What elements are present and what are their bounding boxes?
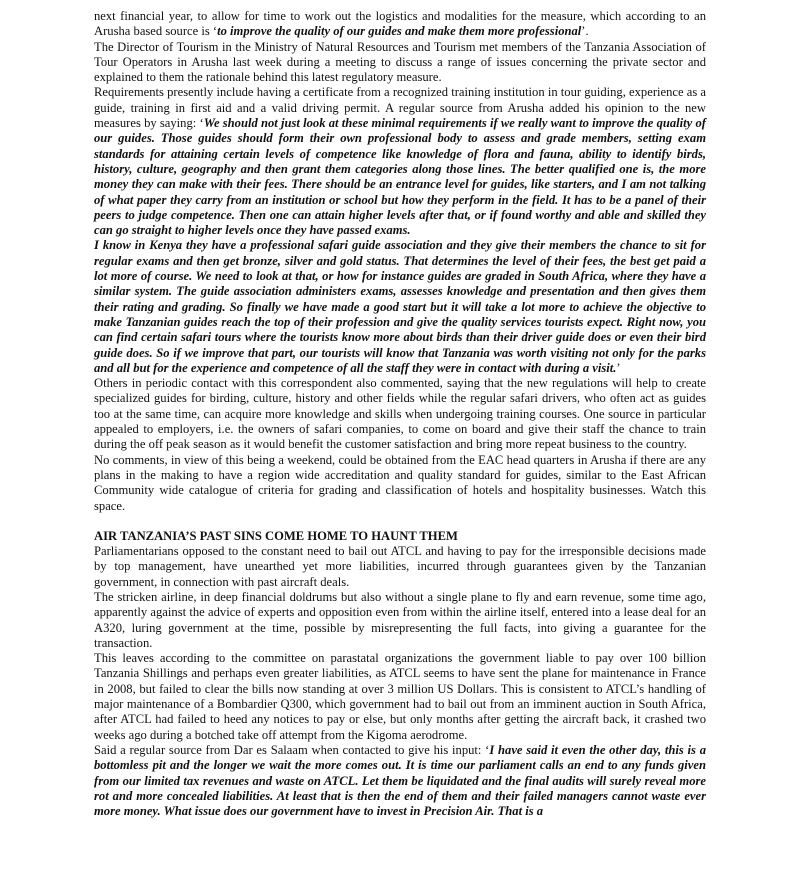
paragraph-stricken-airline: The stricken airline, in deep financial doldrums but also without a single plane to fly and earn revenue, some time ago, apparently against the advice of experts and opposition even from within the airline itself, entered into a lease deal for an A320, luring government at the time, possible by misrepresenting the full facts, into giving a guarantee for the transaction.	[94, 589, 706, 650]
article-heading: AIR TANZANIA’S PAST SINS COME HOME TO HAUNT THEM	[94, 528, 458, 543]
source-quote: I have said it even the other day, this is a bottomless pit and the longer we wait the more comes out. It is time our parliament calls an end to any funds given from our limited tax revenues and waste on ATCL. Let them be liquidated and the final audits will surely reveal more rot and more concealed liabilities. At least that is then the end of them and their failed managers cannot waste ever more money. What issue does our government have to invest in Precision Air. That is a	[94, 742, 706, 819]
document-page	[94, 9, 706, 819]
quote-close: ’.	[581, 24, 589, 39]
paragraph-text: Requirements presently include having a certificate from a recognized training institution in tour guiding, experience as a guide, training in first aid and a valid driving permit. A regular source from Arusha added his opinion to the new measures by saying: ‘	[94, 85, 706, 131]
quote-close: ’	[616, 360, 621, 375]
paragraph-others-comment: Others in periodic contact with this correspondent also commented, saying that the new regulations will help to create specialized guides for birding, culture, history and other fields while the regular safari drivers, who often act as guides too at the same time, can acquire more knowledge and skills when undergoing training courses. One source in particular appealed to employers, i.e. the owners of safari companies, to come on board and give their staff the chance to train during the off peak season as it would benefit the customer satisfaction and bring more repeat business to the country.	[94, 376, 706, 452]
paragraph-eac-comment: No comments, in view of this being a weekend, could be obtained from the EAC head quarters in Arusha if there are any plans in the making to have a region wide accreditation and quality standard for guides, similar to the East African Community wide catalogue of criteria for grading and classification of hotels and hospitality businesses. Watch this space.	[94, 452, 706, 513]
source-quote: We should not just look at these minimal requirements if we really want to improve the quality of our guides. Those guides should form their own professional body to assess and grade members, setting exam standards for attaining certain levels of competence like knowledge of flora and fauna, ability to identify birds, history, culture, geography and then grant them categories along those lines. The better qualified one is, the more money they can make with their fees. There should be an entrance level for guides, like starters, and I am not talking of what paper they carry from an institution or school but how they perform in the field. It has to be a panel of their peers to judge competence. Then one can attain higher levels after that, or if found worthy and able and skilled they can go straight to higher levels once they have passed exams.	[94, 116, 706, 238]
paragraph-parliamentarians: Parliamentarians opposed to the constant need to bail out ATCL and having to pay for the irresponsible decisions made by top management, have unearthed yet more liabilities, incurred through guarantees given by the Tanzanian government, in connection with past aircraft deals.	[94, 544, 706, 589]
paragraph-text: Said a regular source from Dar es Salaam when contacted to give his input: ‘	[94, 742, 490, 757]
paragraph-requirements	[94, 85, 706, 238]
paragraph-dar-source	[94, 743, 706, 819]
paragraph-text: next financial year, to allow for time to work out the logistics and modalities for the measure, which according to an Arusha based source is ‘	[94, 9, 706, 39]
source-quote: I know in Kenya they have a professional safari guide association and they give their members the chance to sit for regular exams and then get bronze, silver and gold status. That determines the level of their fees, the best get paid a lot more of course. We need to look at that, or how for instance guides are graded in South Africa, where they have a similar system. The guide association administers exams, assesses knowledge and presentation and then gives them their rating and grading. So finally we have made a good start but it will take a lot more to achieve the objective to make Tanzanian guides reach the top of their profession and give the quality services tourists expect. Right now, you can find certain safari tours where the tourists know more about birds than their driver guide does or even their bird guide does. So if we improve that part, our tourists will know that Tanzania was worth visiting not only for the parks and all but for the experience and competence of all the staff they were in contact with during a visit.	[94, 238, 706, 375]
paragraph-kenya-quote	[94, 238, 706, 376]
paragraph-liabilities: This leaves according to the committee on parastatal organizations the government liable to pay over 100 billion Tanzania Shillings and perhaps even greater liabilities, as ATCL seems to have sent the plane for maintenance in France in 2008, but failed to clear the bills now standing at over 3 million US Dollars. This is consistent to ATCL’s handling of major maintenance of a Bombardier Q300, which government had to bail out from an imminent auction in South Africa, after ATCL had failed to heed any notices to pay or else, but only months after getting the aircraft back, it crashed two weeks ago during a botched take off attempt from the Kigoma aerodrome.	[94, 651, 706, 742]
paragraph-director-meeting: The Director of Tourism in the Ministry of Natural Resources and Tourism met members of the Tanzania Association of Tour Operators in Arusha last week during a meeting to discuss a range of issues concerning the private sector and explained to them the rationale behind this latest regulatory measure.	[94, 39, 706, 85]
paragraph-guide-measure	[94, 9, 706, 40]
source-quote: to improve the quality of our guides and make them more professional	[217, 24, 582, 39]
